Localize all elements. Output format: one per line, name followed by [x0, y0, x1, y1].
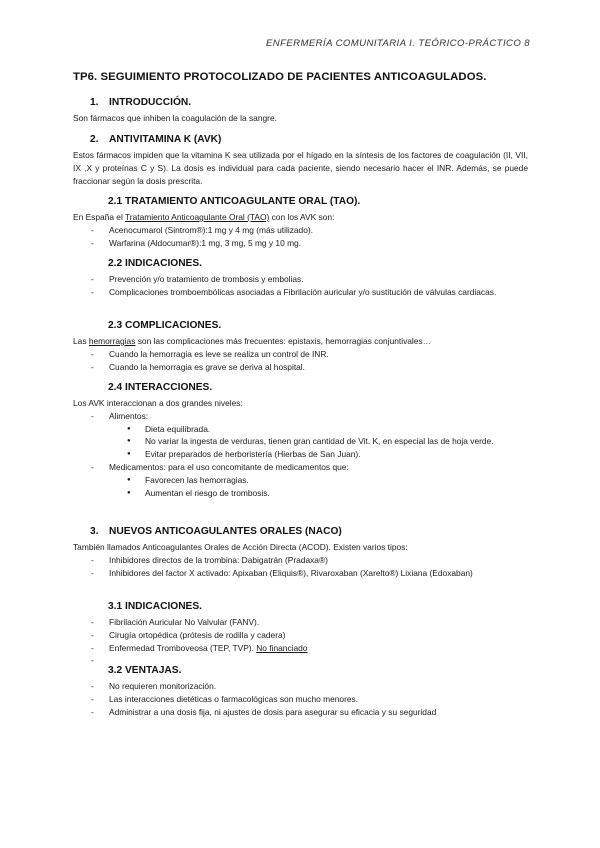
section-2-4-heading: 2.4 INTERACCIONES. — [108, 382, 213, 393]
section-3-2-list — [73, 680, 528, 718]
section-2-1-intro: En España el Tratamiento Anticoagulante Oral (TAO) con los AVK son: — [73, 212, 335, 222]
list-item: - Prevención y/o tratamiento de trombosis y embolias. — [73, 273, 528, 286]
section-2-3-list — [73, 348, 528, 374]
section-2-1-body — [73, 211, 528, 249]
list-item: - Inhibidores directos de la trombina: Dabigatrán (Pradaxa®) — [73, 554, 528, 567]
sub-list-item: ● Aumentan el riesgo de trombosis. — [73, 487, 528, 500]
list-item: - Alimentos: — [73, 410, 528, 423]
list-item: - Cuando la hemorragia es leve se realiza un control de INR. — [73, 348, 528, 361]
section-2-2-heading: 2.2 INDICACIONES. — [108, 258, 202, 269]
section-1-body: Son fármacos que inhiben la coagulación de la sangre. — [73, 113, 277, 123]
list-item: - Complicaciones tromboembólicas asociadas a Fibrilación auricular y/o sustitución de válvulas cardiacas. — [73, 286, 528, 299]
section-3-1-heading: 3.1 INDICACIONES. — [108, 601, 202, 612]
section-3-1-body — [73, 616, 528, 667]
sub-list-item: ● Dieta equilibrada. — [73, 423, 528, 436]
section-3-2-heading: 3.2 VENTAJAS. — [108, 665, 182, 676]
sub-list-item: ● Evitar preparados de herboristería (Hierbas de San Juan). — [73, 448, 528, 461]
list-item: - Warfarina (Aldocumar®):1 mg, 3 mg, 5 mg y 10 mg. — [73, 237, 528, 250]
list-item: - Administrar a una dosis fija, ni ajustes de dosis para asegurar su eficacia y su seguridad — [73, 706, 528, 719]
list-item: - Fibrilación Auricular No Valvular (FANV). — [73, 616, 528, 629]
section-2-4-list-2 — [73, 461, 528, 474]
section-2-2-body — [73, 273, 528, 299]
section-3-list — [73, 554, 528, 580]
section-2-3-heading: 2.3 COMPLICACIONES. — [108, 320, 222, 331]
section-2-4-body: Los AVK interaccionan a dos grandes niveles: - Alimentos: ● Dieta equilibrada. ● No variar la ingesta de verduras, tienen gran cantidad de Vit. K, en especial las de hoja verde. ● Evitar preparados de herboristería (Hierbas de San Juan). - Medicamentos: para el uso concomitante de medicamentos que: ● Favorecen las hemorragias. ● Aumentan el riesgo de trombosis. — [73, 397, 528, 499]
section-2-body: Estos fármacos impiden que la vitamina K sea utilizada por el hígado en la síntesis de los factores de coagulación (II, VII, IX ,X y proteínas C y S). La dosis es individual para cada paciente, siendo necesario hacer el INR. Además, se puede fraccionar según la dosis prescrita. — [73, 150, 528, 186]
section-2-heading: 2. ANTIVITAMINA K (AVK) — [90, 134, 222, 145]
running-header: ENFERMERÍA COMUNITARIA I. TEÓRICO-PRÁCTICO 8 — [265, 38, 530, 49]
list-item: - Cirugía ortopédica (prótesis de rodilla y cadera) — [73, 629, 528, 642]
section-3-body: También llamados Anticoagulantes Orales de Acción Directa (ACOD). Existen varios tipos: - Inhibidores directos de la trombina: Dabigatrán (Pradaxa®) - Inhibidores del factor X activado: Apixaban (Eliquis®), Rivaroxaban (Xarelto®) Lixiana (Edoxaban) — [73, 541, 528, 579]
list-item: - Inhibidores del factor X activado: Apixaban (Eliquis®), Rivaroxaban (Xarelto®) Lixiana (Edoxaban) — [73, 567, 528, 580]
list-item: - Medicamentos: para el uso concomitante de medicamentos que: — [73, 461, 528, 474]
list-item: - No requieren monitorización. — [73, 680, 528, 693]
section-3-1-list — [73, 616, 528, 654]
not-funded-note: No financiado — [256, 642, 308, 653]
section-2-4-drug-sublist — [73, 474, 528, 500]
section-2-2-list — [73, 273, 528, 299]
section-3-2-body — [73, 680, 528, 718]
section-3-heading: 3. NUEVOS ANTICOAGULANTES ORALES (NACO) — [90, 526, 342, 537]
section-2-3-intro: Las hemorragias son las complicaciones más frecuentes: epistaxis, hemorragias conjuntivales… — [73, 336, 431, 346]
sub-list-item: ● No variar la ingesta de verduras, tienen gran cantidad de Vit. K, en especial las de hoja verde. — [73, 435, 528, 448]
list-item: - Acenocumarol (Sintrom®):1 mg y 4 mg (más utilizado). — [73, 224, 528, 237]
sub-list-item: ● Favorecen las hemorragias. — [73, 474, 528, 487]
section-2-1-heading: 2.1 TRATAMIENTO ANTICOAGULANTE ORAL (TAO). — [108, 196, 361, 207]
section-1-heading: 1. INTRODUCCIÓN. — [90, 97, 192, 108]
section-2-1-list — [73, 224, 528, 250]
section-2-3-body — [73, 335, 528, 373]
list-item: - Enfermedad Tromboveosa (TEP, TVP). No financiado — [73, 642, 528, 655]
list-item: - Las interacciones dietéticas o farmacológicas son mucho menores. — [73, 693, 528, 706]
list-item: - Cuando la hemorragia es grave se deriva al hospital. — [73, 361, 528, 374]
section-2-4-food-sublist — [73, 423, 528, 461]
section-2-4-list — [73, 410, 528, 423]
document-title: TP6. SEGUIMIENTO PROTOCOLIZADO DE PACIENTES ANTICOAGULADOS. — [73, 71, 487, 83]
